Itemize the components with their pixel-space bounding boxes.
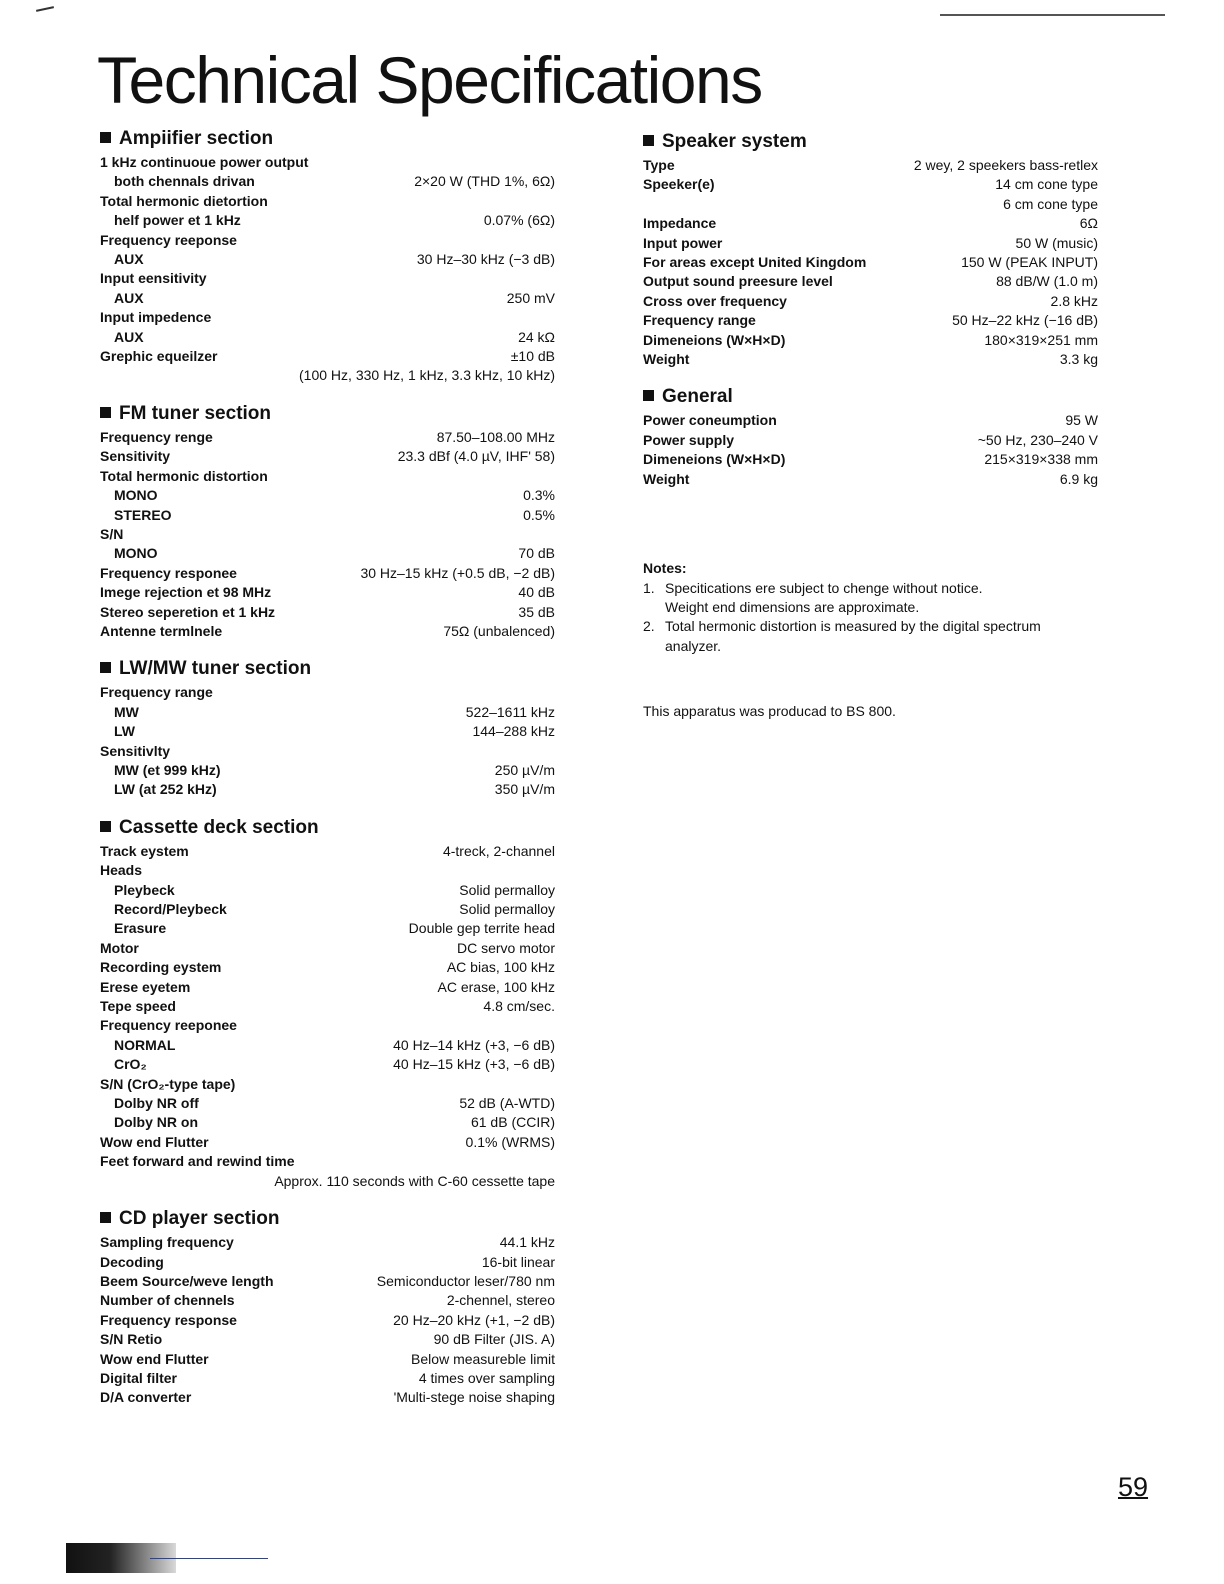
spec-value: DC servo motor [456,939,555,956]
spec-row [100,722,555,741]
spec-row [100,1272,555,1291]
spec-value: 23.3 dBf (4.0 µV, IHF' 58) [397,448,555,465]
spec-row [643,156,1098,175]
spec-label: Input power [643,234,723,251]
spec-value: 3.3 kg [1059,351,1098,368]
spec-label: Frequency response [100,1311,237,1328]
spec-value: 0.07% (6Ω) [483,212,555,229]
spec-row [100,1291,555,1310]
spec-row [100,506,555,525]
spec-row [100,939,555,958]
spec-row [643,253,1098,272]
spec-row [100,761,555,780]
spec-row [100,564,555,583]
note-item [643,617,1098,656]
square-bullet-icon [100,821,111,832]
note-text: Specitications ere subject to chenge without notice. Weight end dimensions are approximate. [665,579,983,615]
spec-row [100,1133,555,1152]
spec-row [100,269,555,288]
spec-label: Digital filter [100,1369,178,1386]
spec-label: LW [114,723,135,740]
spec-row [100,1253,555,1272]
spec-row [643,292,1098,311]
spec-label: Power coneumption [643,412,777,429]
spec-value: 350 µV/m [494,781,555,798]
spec-label: LW (at 252 kHz) [114,781,217,798]
spec-label: Erasure [114,920,167,937]
spec-label: Wow end Flutter [100,1133,209,1150]
spec-label: Motor [100,939,139,956]
spec-label: S/N (CrO₂-type tape) [100,1075,236,1092]
spec-label: Feet forward and rewind time [100,1153,295,1170]
spec-row [100,1233,555,1252]
section-heading-text: General [662,386,733,408]
spec-row [643,311,1098,330]
section-heading [100,655,555,683]
spec-row [100,1094,555,1113]
spec-value: 0.1% (WRMS) [465,1133,555,1150]
spec-value: 16-bit linear [481,1253,555,1270]
spec-section-cassette-deck-section [100,814,555,1191]
spec-value: Below measureble limit [411,1350,555,1367]
spec-label: For areas except United Kingdom [643,254,867,271]
spec-label: Dimeneions (W×H×D) [643,331,786,348]
spec-value: 2×20 W (THD 1%, 6Ω) [414,173,555,190]
square-bullet-icon [100,1212,111,1223]
spec-row [100,780,555,799]
spec-row [100,308,555,327]
spec-label: Tepe speed [100,998,176,1015]
spec-value: 20 Hz–20 kHz (+1, −2 dB) [393,1311,555,1328]
spec-row [100,1036,555,1055]
spec-label: Heads [100,862,143,879]
spec-label: Recording eystem [100,959,222,976]
spec-label: CrO₂ [114,1056,147,1073]
spec-value: 2 wey, 2 speekers bass-retlex [913,157,1098,173]
spec-row [100,525,555,544]
spec-value: 61 dB (CCIR) [470,1114,555,1131]
spec-value: AC erase, 100 kHz [437,978,555,995]
spec-label: Pleybeck [114,881,175,898]
spec-value: 250 mV [506,289,555,306]
spec-value: Double gep territe head [408,920,555,937]
spec-row [100,861,555,880]
spec-value: 40 Hz–15 kHz (+3, −6 dB) [393,1056,555,1073]
spec-label: Input eensitivity [100,270,207,287]
spec-value: Solid permalloy [459,881,555,898]
spec-value: 30 Hz–15 kHz (+0.5 dB, −2 dB) [360,564,555,581]
square-bullet-icon [643,135,654,146]
spec-label: Type [643,157,675,173]
spec-value: 70 dB [518,545,555,562]
spec-row [100,347,555,366]
spec-row [643,331,1098,350]
spec-label: 1 kHz continuoue power output [100,154,309,170]
spec-value: ±10 dB [510,348,555,365]
spec-label: Dolby NR on [114,1114,198,1131]
spec-label: Input impedence [100,309,212,326]
spec-value: 90 dB Filter (JIS. A) [433,1331,555,1348]
spec-row [100,1016,555,1035]
spec-value: 95 W [1065,412,1098,429]
spec-value: 4-treck, 2-channel [442,842,555,859]
spec-row [100,428,555,447]
spec-row [100,1172,555,1191]
spec-label: Sensitivlty [100,742,171,759]
section-heading [643,128,1098,156]
spec-row [100,683,555,702]
spec-row [100,900,555,919]
note-number: 2. [643,618,655,635]
notes [643,559,1098,656]
spec-row [643,431,1098,450]
spec-row [100,622,555,641]
spec-value: 6.9 kg [1059,470,1098,487]
spec-row [100,881,555,900]
spec-label: MONO [114,487,158,504]
spec-label: NORMAL [114,1036,176,1053]
spec-label: Track eystem [100,842,189,859]
spec-row [100,544,555,563]
spec-value: Approx. 110 seconds with C-60 cessette tape [274,1172,555,1189]
square-bullet-icon [100,132,111,143]
spec-value: 522–1611 kHz [465,703,555,720]
note-item [643,579,1098,618]
spec-row [100,842,555,861]
section-heading-text: Speaker system [662,131,807,152]
spec-row [100,192,555,211]
spec-row [100,1152,555,1171]
spec-section-ampiifier-section [100,125,555,386]
spec-label: Frequency range [643,312,756,329]
spec-label: Total hermonic distortion [100,467,268,484]
spec-label: Antenne termlnele [100,622,223,639]
spec-value: (100 Hz, 330 Hz, 1 kHz, 3.3 kHz, 10 kHz) [299,367,555,384]
spec-value: ~50 Hz, 230–240 V [977,431,1098,448]
spec-value: 4 times over sampling [418,1369,555,1386]
spec-value: 40 Hz–14 kHz (+3, −6 dB) [393,1036,555,1053]
spec-row [100,447,555,466]
spec-value: 0.3% [523,487,555,504]
square-bullet-icon [100,662,111,673]
spec-value: 75Ω (unbalenced) [443,622,555,639]
spec-row [100,603,555,622]
spec-value: 144–288 kHz [472,723,555,740]
section-heading-text: Ampiifier section [119,128,274,149]
spec-label: Decoding [100,1253,164,1270]
spec-row [100,1330,555,1349]
spec-value: 50 Hz–22 kHz (−16 dB) [952,312,1098,329]
spec-value: 30 Hz–30 kHz (−3 dB) [416,251,555,268]
section-heading [100,125,555,153]
spec-label: Erese eyetem [100,978,191,995]
spec-row [643,272,1098,291]
note-number: 1. [643,579,655,596]
page-number: 59 [1118,1472,1149,1502]
section-heading [100,400,555,428]
spec-row [100,742,555,761]
scan-line [150,1558,268,1559]
spec-value: 6 cm cone type [1003,195,1098,212]
spec-value: 250 µV/m [494,761,555,778]
spec-row [100,919,555,938]
section-heading [100,814,555,842]
spec-label: S/N [100,525,124,542]
spec-label: AUX [114,289,144,306]
spec-label: S/N Retio [100,1331,163,1348]
apparatus-statement: This apparatus was producad to BS 800. [643,703,896,720]
spec-value: 50 W (music) [1015,234,1098,251]
top-edge-rule [940,14,1165,16]
spec-label: Sampling frequency [100,1234,234,1251]
notes-heading: Notes: [643,560,687,577]
section-heading-text: FM tuner section [119,402,272,424]
spec-label: Total hermonic dietortion [100,192,268,209]
spec-value: 215×319×338 mm [984,451,1098,468]
page-title: Technical Specifications [97,43,762,117]
spec-label: Frequency reeponee [100,1017,237,1034]
spec-label: Frequency renge [100,428,213,445]
spec-label: STEREO [114,506,172,523]
section-heading-text: CD player section [119,1208,280,1230]
spec-row [100,211,555,230]
spec-label: Dimeneions (W×H×D) [643,451,786,468]
section-heading [100,1205,555,1233]
spec-value: 52 dB (A-WTD) [459,1095,555,1112]
spec-label: Dolby NR off [114,1095,199,1112]
spec-value: 2.8 kHz [1050,292,1098,309]
spec-label: Frequency range [100,684,213,701]
spec-row [643,234,1098,253]
spec-label: both chennals drivan [114,173,255,190]
note-text: Total hermonic distortion is measured by the digital spectrum analyzer. [665,618,1041,654]
spec-label: Weight [643,470,690,487]
spec-row [100,1055,555,1074]
spec-label: Imege rejection et 98 MHz [100,584,272,601]
spec-label: Frequency responee [100,564,237,581]
spec-row [100,1388,555,1407]
spec-value: 0.5% [523,506,555,523]
spec-row [100,328,555,347]
spec-label: AUX [114,251,144,268]
spec-row [100,1075,555,1094]
spec-row [100,250,555,269]
spec-label: Speeker(e) [643,176,715,193]
spec-row [100,958,555,977]
spec-label: Impedance [643,215,717,232]
spec-label: Sensitivity [100,448,171,465]
section-heading-text: Cassette deck section [119,816,319,838]
spec-section-cd-player-section [100,1205,555,1408]
spec-value: 40 dB [518,584,555,601]
right-column [643,128,1098,719]
spec-row [643,450,1098,469]
spec-row [643,195,1098,214]
spec-value: 35 dB [518,603,555,620]
spec-value: Solid permalloy [459,901,555,917]
spec-label: Weight [643,351,690,368]
spec-value: Semiconductor leser/780 nm [376,1272,555,1289]
spec-row [100,1369,555,1388]
spec-section-speaker-system [643,128,1098,369]
spec-row [100,703,555,722]
spec-row [100,467,555,486]
spec-label: Cross over frequency [643,292,787,309]
spec-row [100,1113,555,1132]
spec-value: 'Multi-stege noise shaping [393,1389,555,1406]
section-heading-text: LW/MW tuner section [119,658,312,680]
spec-row [643,214,1098,233]
spec-label: MONO [114,545,158,562]
spec-row [643,175,1098,194]
spec-label: Record/Pleybeck [114,901,227,917]
spec-value: 24 kΩ [518,328,555,345]
spec-value: 180×319×251 mm [984,331,1098,348]
square-bullet-icon [643,390,654,401]
spec-row [100,997,555,1016]
spec-label: MW (et 999 kHz) [114,761,221,778]
spec-label: AUX [114,328,144,345]
corner-mark [36,6,54,12]
spec-label: Number of chennels [100,1292,235,1309]
spec-row [100,231,555,250]
spec-row [100,1350,555,1369]
spec-label: D/A converter [100,1389,192,1406]
spec-label: Beem Source/weve length [100,1272,274,1289]
spec-section-general [643,383,1098,489]
spec-label: Output sound preesure level [643,273,833,290]
spec-row [100,289,555,308]
spec-row [643,350,1098,369]
spec-label: Frequency reeponse [100,231,237,248]
section-heading [643,383,1098,411]
spec-value: AC bias, 100 kHz [446,959,555,976]
spec-value: 44.1 kHz [499,1234,555,1251]
spec-label: helf power et 1 kHz [114,212,241,229]
spec-value: 6Ω [1079,215,1098,232]
spec-row [643,470,1098,489]
spec-label: Power supply [643,431,735,448]
spec-value: 2-chennel, stereo [446,1292,555,1309]
spec-value: 4.8 cm/sec. [483,998,555,1015]
spec-label: Grephic equeilzer [100,348,218,365]
spec-row [100,1311,555,1330]
spec-row [100,583,555,602]
spec-value: 150 W (PEAK INPUT) [961,254,1098,271]
spec-row [100,978,555,997]
spec-row [100,172,555,191]
spec-label: Stereo seperetion et 1 kHz [100,603,276,620]
spec-label: Wow end Flutter [100,1350,209,1367]
square-bullet-icon [100,407,111,418]
spec-label: MW [114,703,139,720]
spec-section-lw-mw-tuner-section [100,655,555,799]
spec-row [100,486,555,505]
spec-value: 88 dB/W (1.0 m) [996,273,1098,290]
spec-value: 14 cm cone type [995,176,1098,193]
spec-row [100,153,555,172]
spec-row [100,366,555,385]
left-column [100,125,555,1422]
right-sections [643,128,1098,489]
spec-section-fm-tuner-section [100,400,555,641]
spec-value: 87.50–108.00 MHz [436,428,555,445]
spec-row [643,411,1098,430]
